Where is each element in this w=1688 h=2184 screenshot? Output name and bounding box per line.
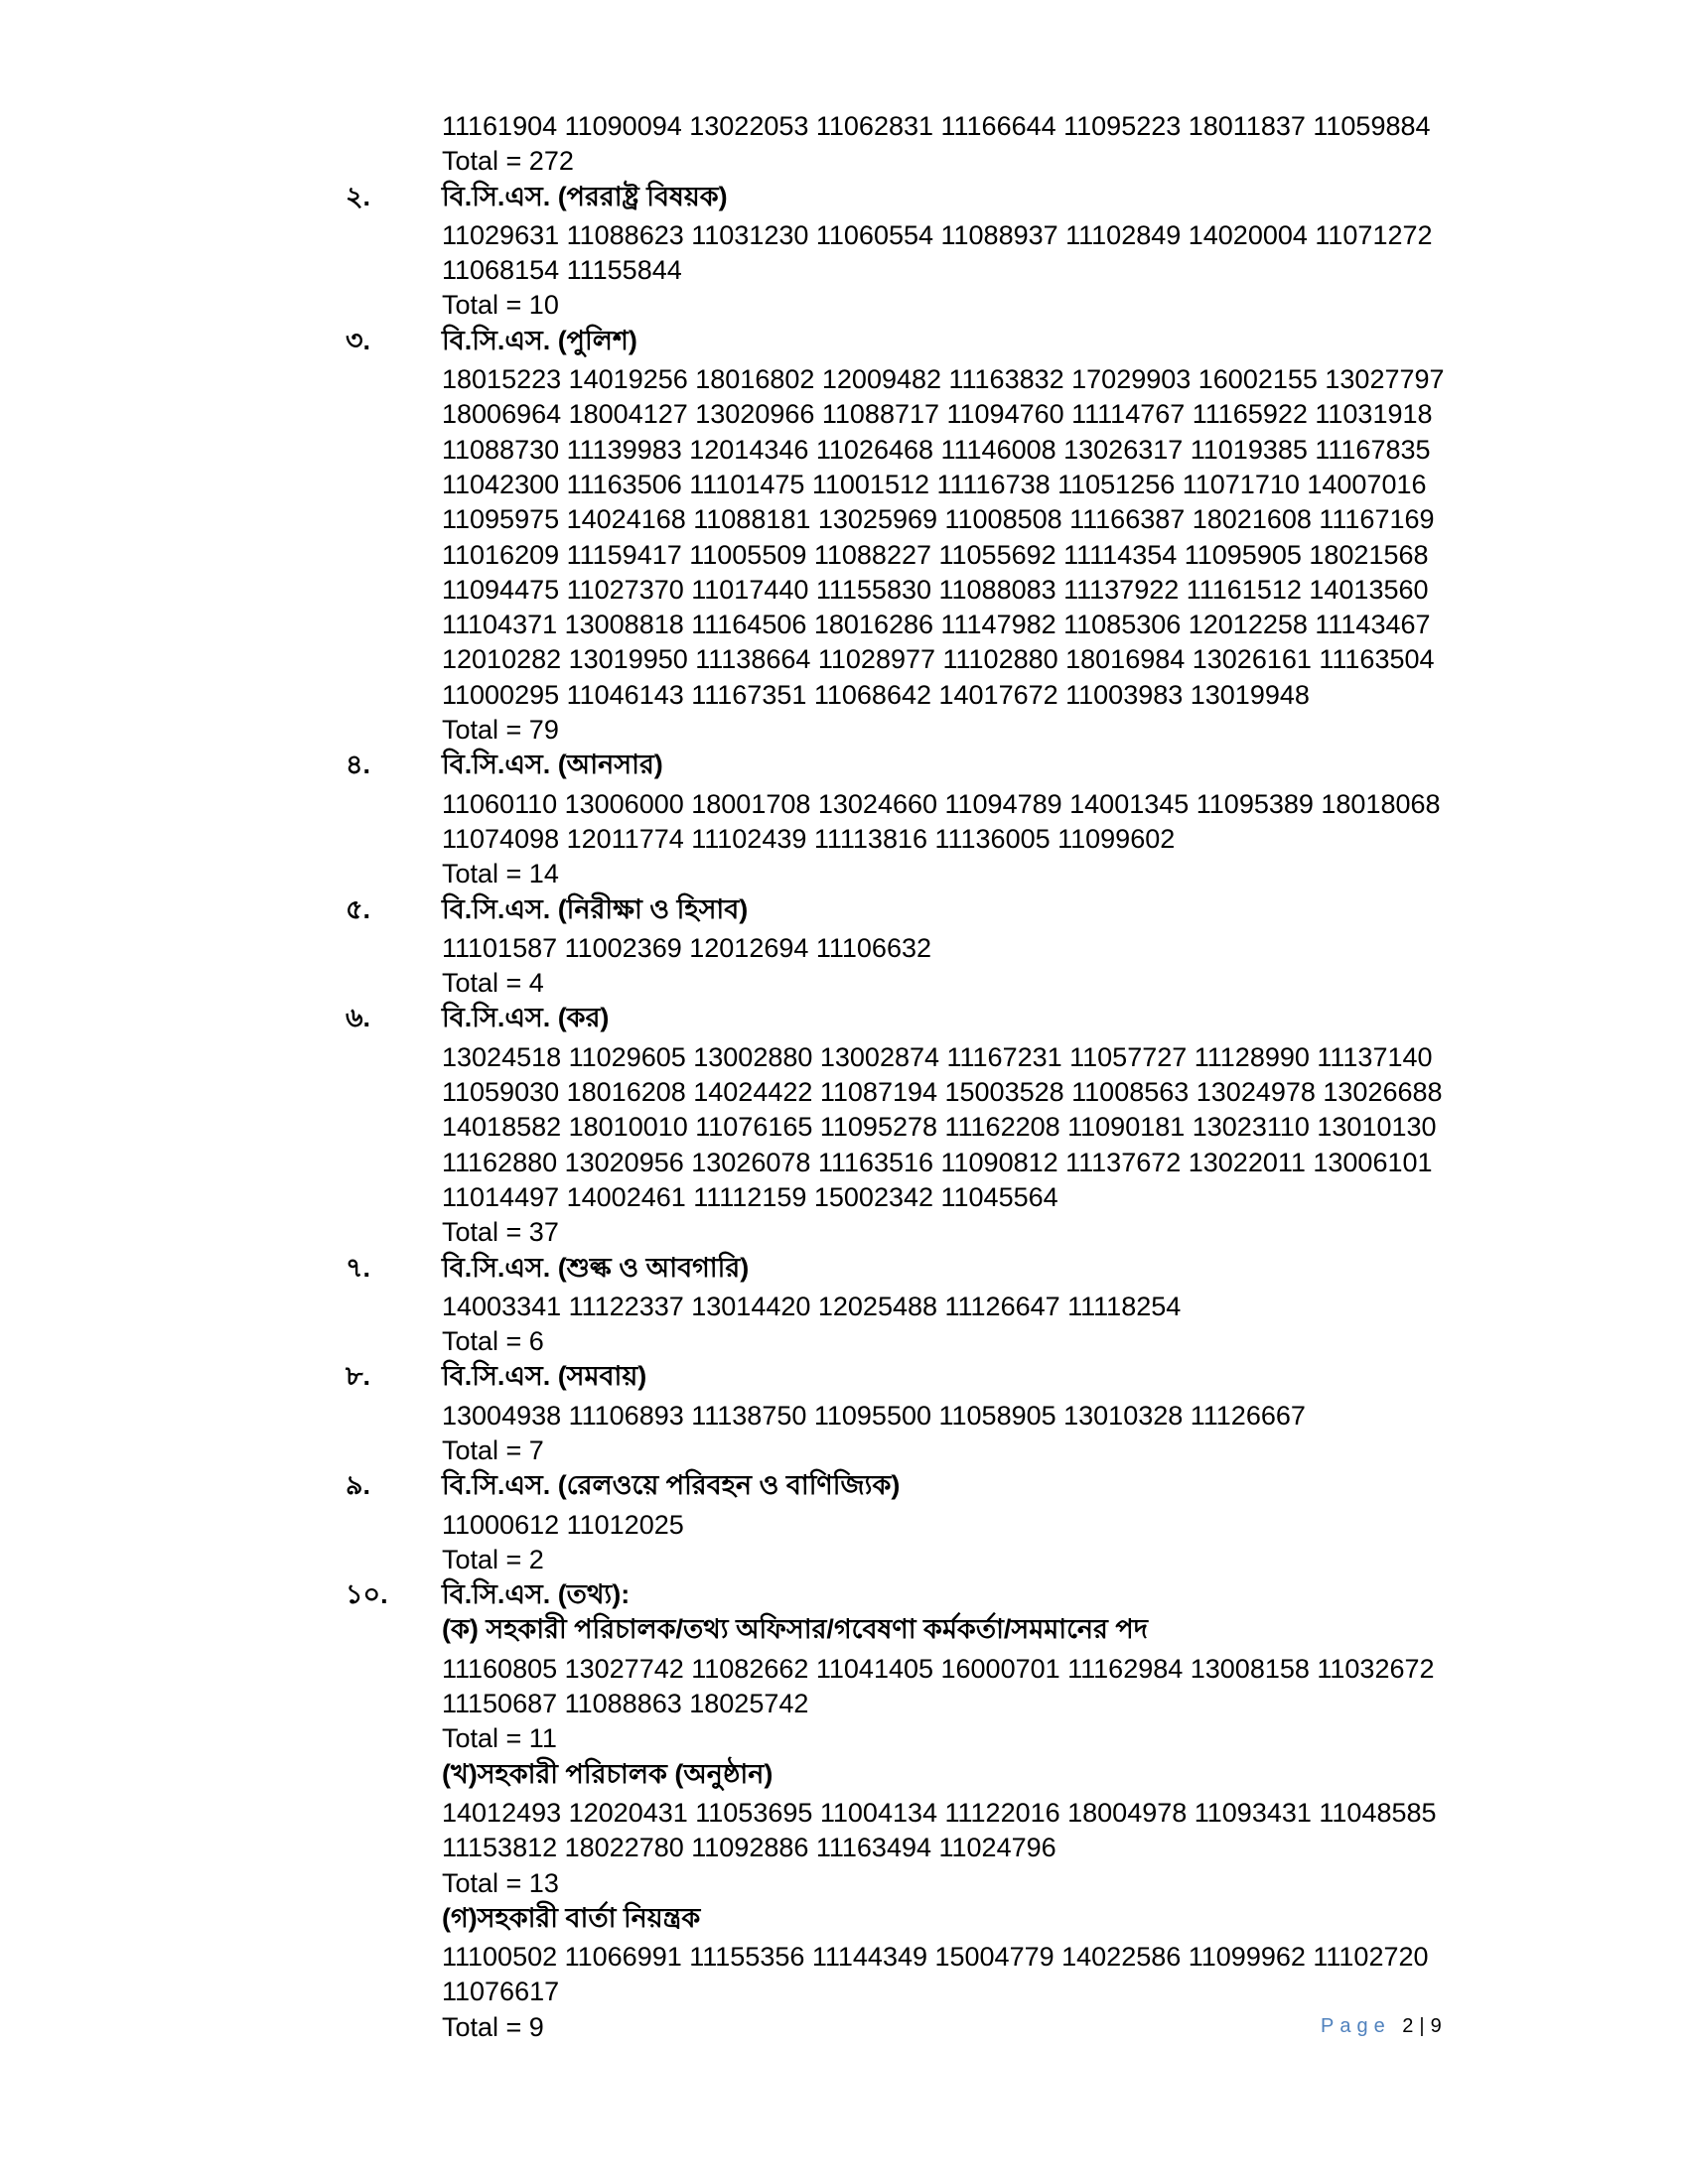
section-number: ২. <box>346 181 371 211</box>
section-title: বি.সি.এস. (কর) <box>442 1003 610 1033</box>
section-title: বি.সি.এস. (পররাষ্ট্র বিষয়ক) <box>442 181 728 211</box>
subsection-title: (ক) সহকারী পরিচালক/তথ্য অফিসার/গবেষণা কর্মকর্তা/সমমানের পদ <box>442 1614 1148 1645</box>
section-heading <box>346 1001 1418 1035</box>
section-8 <box>346 1359 1418 1468</box>
roll-line: 11042300 11163506 11101475 11001512 11116738 11051256 11071710 14007016 <box>442 469 1427 499</box>
roll-line: 14012493 12020431 11053695 11004134 11122016 18004978 11093431 11048585 <box>442 1797 1437 1828</box>
roll-line: 11150687 11088863 18025742 <box>442 1689 809 1719</box>
section-number: ৫. <box>346 893 371 924</box>
section-heading <box>346 1468 1418 1503</box>
roll-line: 11101587 11002369 12012694 11106632 <box>442 932 932 963</box>
section-title: বি.সি.এস. (শুল্ক ও আবগারি) <box>442 1252 750 1283</box>
subsection-ga <box>346 1901 1429 2045</box>
section-number: ৪. <box>346 750 371 780</box>
section-title: বি.সি.এস. (রেলওয়ে পরিবহন ও বাণিজ্যিক) <box>442 1470 901 1501</box>
section-number: ৭. <box>346 1252 371 1283</box>
roll-line: 11059030 18016208 14024422 11087194 15003528 11008563 13024978 13026688 <box>442 1077 1443 1108</box>
roll-line: 11068154 11155844 <box>442 255 682 286</box>
section-6 <box>346 1001 1443 1250</box>
roll-line: 11095975 14024168 11088181 13025969 11008508 11166387 18021608 11167169 <box>442 504 1435 535</box>
roll-line: 11162880 13020956 13026078 11163516 11090812 11137672 13022011 13006101 <box>442 1147 1433 1177</box>
section-number: ৮. <box>346 1361 371 1392</box>
section-10 <box>346 1577 1437 2045</box>
total-line: Total = 79 <box>442 715 559 746</box>
roll-line: 13024518 11029605 13002880 13002874 11167231 11057727 11128990 11137140 <box>442 1041 1433 1072</box>
document-body <box>346 109 1445 2045</box>
roll-line: 11060110 13006000 18001708 13024660 11094789 14001345 11095389 18018068 <box>442 788 1441 819</box>
total-line: Total = 37 <box>442 1217 559 1248</box>
subsection-kha <box>346 1757 1437 1901</box>
roll-line: 12010282 13019950 11138664 11028977 11102880 18016984 13026161 11163504 <box>442 644 1435 675</box>
section-9 <box>346 1468 1418 1577</box>
roll-line: 11076617 <box>442 1977 560 2007</box>
total-line: Total = 14 <box>442 859 559 889</box>
roll-line: 11094475 11027370 11017440 11155830 11088083 11137922 11161512 14013560 <box>442 574 1429 605</box>
roll-line: 18015223 14019256 18016802 12009482 11163832 17029903 16002155 13027797 <box>442 364 1445 395</box>
subsection-title: (গ)সহকারী বার্তা নিয়ন্ত্রক <box>442 1902 701 1933</box>
total-line: Total = 7 <box>442 1434 544 1465</box>
section-number: ৯. <box>346 1470 371 1501</box>
section-5 <box>346 892 1418 1002</box>
roll-line: 14018582 18010010 11076165 11095278 11162208 11090181 13023110 13010130 <box>442 1112 1437 1143</box>
roll-line: 14003341 11122337 13014420 12025488 11126647 11118254 <box>442 1291 1182 1321</box>
section-title: বি.সি.এস. (সমবায়) <box>442 1361 647 1392</box>
page-footer <box>1321 2015 1442 2038</box>
intro-block <box>346 109 1431 180</box>
section-heading <box>346 1577 1418 1612</box>
section-heading <box>346 1251 1418 1286</box>
roll-line: 11000612 11012025 <box>442 1509 684 1540</box>
section-4 <box>346 748 1441 891</box>
total-line: Total = 13 <box>442 1867 559 1898</box>
section-title: বি.সি.এস. (আনসার) <box>442 750 663 780</box>
roll-line: 11074098 12011774 11102439 11113816 11136005 11099602 <box>442 823 1176 854</box>
roll-line: 11161904 11090094 13022053 11062831 11166644 11095223 18011837 11059884 <box>442 111 1431 141</box>
roll-line: 11016209 11159417 11005509 11088227 11055692 11114354 11095905 18021568 <box>442 539 1429 570</box>
section-heading <box>346 748 1418 782</box>
roll-line: 11153812 18022780 11092886 11163494 11024796 <box>442 1833 1056 1863</box>
page-word: Page <box>1321 2015 1391 2037</box>
section-heading <box>346 324 1418 358</box>
total-line: Total = 272 <box>442 146 574 177</box>
section-number: ৩. <box>346 325 371 355</box>
section-3 <box>346 324 1445 749</box>
roll-line: 11088730 11139983 12014346 11026468 11146008 13026317 11019385 11167835 <box>442 434 1431 465</box>
total-line: Total = 9 <box>442 2011 544 2042</box>
section-heading <box>346 180 1418 214</box>
section-title: বি.সি.এস. (পুলিশ) <box>442 325 637 355</box>
roll-line: 11014497 14002461 11112159 15002342 11045564 <box>442 1181 1058 1212</box>
section-title: বি.সি.এস. (তথ্য): <box>442 1579 631 1610</box>
roll-line: 11100502 11066991 11155356 11144349 15004779 14022586 11099962 11102720 <box>442 1942 1429 1973</box>
subsection-ka <box>346 1612 1435 1756</box>
section-2 <box>346 180 1433 324</box>
roll-line: 18006964 18004127 13020966 11088717 11094760 11114767 11165922 11031918 <box>442 399 1433 430</box>
total-line: Total = 2 <box>442 1544 544 1574</box>
roll-line: 11029631 11088623 11031230 11060554 11088937 11102849 14020004 11071272 <box>442 219 1433 250</box>
page-number: 2 <box>1402 2015 1414 2037</box>
roll-line: 11000295 11046143 11167351 11068642 14017672 11003983 13019948 <box>442 679 1310 710</box>
total-line: Total = 4 <box>442 968 544 999</box>
section-number: ১০. <box>346 1579 388 1610</box>
section-7 <box>346 1251 1418 1360</box>
roll-line: 11104371 13008818 11164506 18016286 11147982 11085306 12012258 11143467 <box>442 610 1431 640</box>
total-line: Total = 10 <box>442 290 559 321</box>
roll-line: 11160805 13027742 11082662 11041405 16000701 11162984 13008158 11032672 <box>442 1653 1435 1684</box>
section-number: ৬. <box>346 1003 371 1033</box>
subsection-title: (খ)সহকারী পরিচালক (অনুষ্ঠান) <box>442 1758 774 1789</box>
section-heading <box>346 1359 1418 1394</box>
section-title: বি.সি.এস. (নিরীক্ষা ও হিসাব) <box>442 893 749 924</box>
total-line: Total = 6 <box>442 1326 544 1357</box>
section-heading <box>346 892 1418 927</box>
total-pages: 9 <box>1430 2015 1442 2037</box>
roll-line: 13004938 11106893 11138750 11095500 11058905 13010328 11126667 <box>442 1400 1306 1431</box>
page-separator: | <box>1419 2015 1425 2037</box>
total-line: Total = 11 <box>442 1723 557 1754</box>
